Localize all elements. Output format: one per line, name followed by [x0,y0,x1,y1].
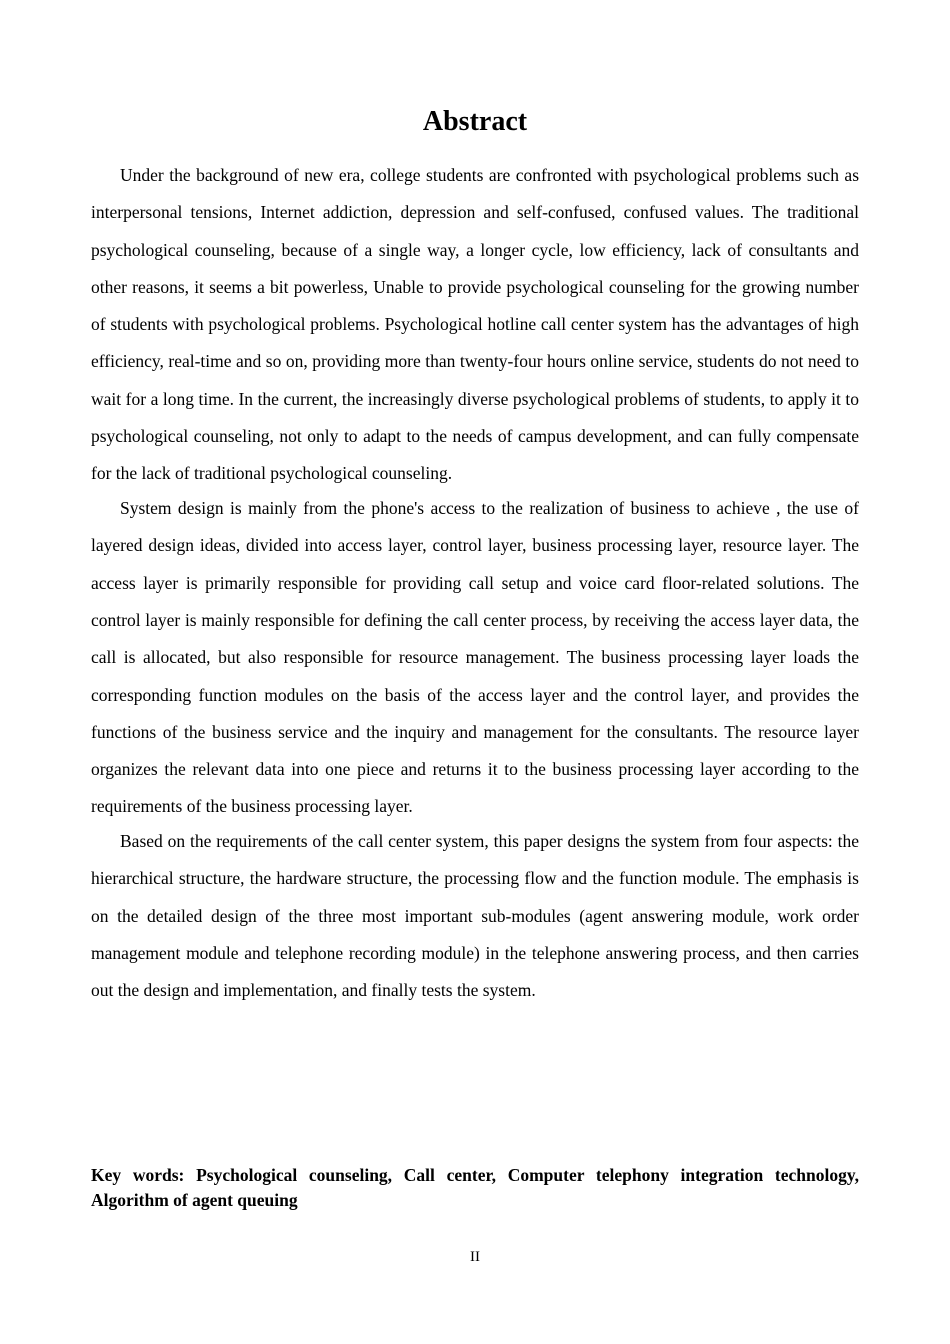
document-page [91,0,859,1344]
abstract-body [91,157,859,1010]
abstract-title: Abstract [422,106,528,137]
abstract-paragraph-1: Under the background of new era, college students are confronted with psychological problems such as interpersonal tensions, Internet addiction, depression and self-confused, confused values. The traditional psychological counseling, because of a single way, a longer cycle, low efficiency, lack of consultants and other reasons, it seems a bit powerless, Unable to provide psychological counseling for the growing number of students with psychological problems. Psychological hotline call center system has the advantages of high efficiency, real-time and so on, providing more than twenty-four hours online service, students do not need to wait for a long time. In the current, the increasingly diverse psychological problems of students, to apply it to psychological counseling, not only to adapt to the needs of campus development, and can fully compensate for the lack of traditional psychological counseling. [91,165,859,484]
abstract-paragraph-3: Based on the requirements of the call center system, this paper designs the system from four aspects: the hierarchical structure, the hardware structure, the processing flow and the function module. The emphasis is on the detailed design of the three most important sub-modules (agent answering module, work order management module and telephone recording module) in the telephone answering process, and then carries out the design and implementation, and finally tests the system. [91,831,859,1001]
abstract-paragraph-2: System design is mainly from the phone's access to the realization of business to achieve , the use of layered design ideas, divided into access layer, control layer, business processing layer, resource layer. The access layer is primarily responsible for providing call setup and voice card floor-related solutions. The control layer is mainly responsible for defining the call center process, by receiving the access layer data, the call is allocated, but also responsible for resource management. The business processing layer loads the corresponding function modules on the basis of the access layer and the control layer, and provides the functions of the business service and the inquiry and management for the consultants. The resource layer organizes the relevant data into one piece and returns it to the business processing layer according to the requirements of the business processing layer. [91,498,859,817]
keywords: Key words: Psychological counseling, Call center, Computer telephony integration technology, Algorithm of agent queuing [91,1165,859,1210]
page-number: II [470,1249,480,1265]
